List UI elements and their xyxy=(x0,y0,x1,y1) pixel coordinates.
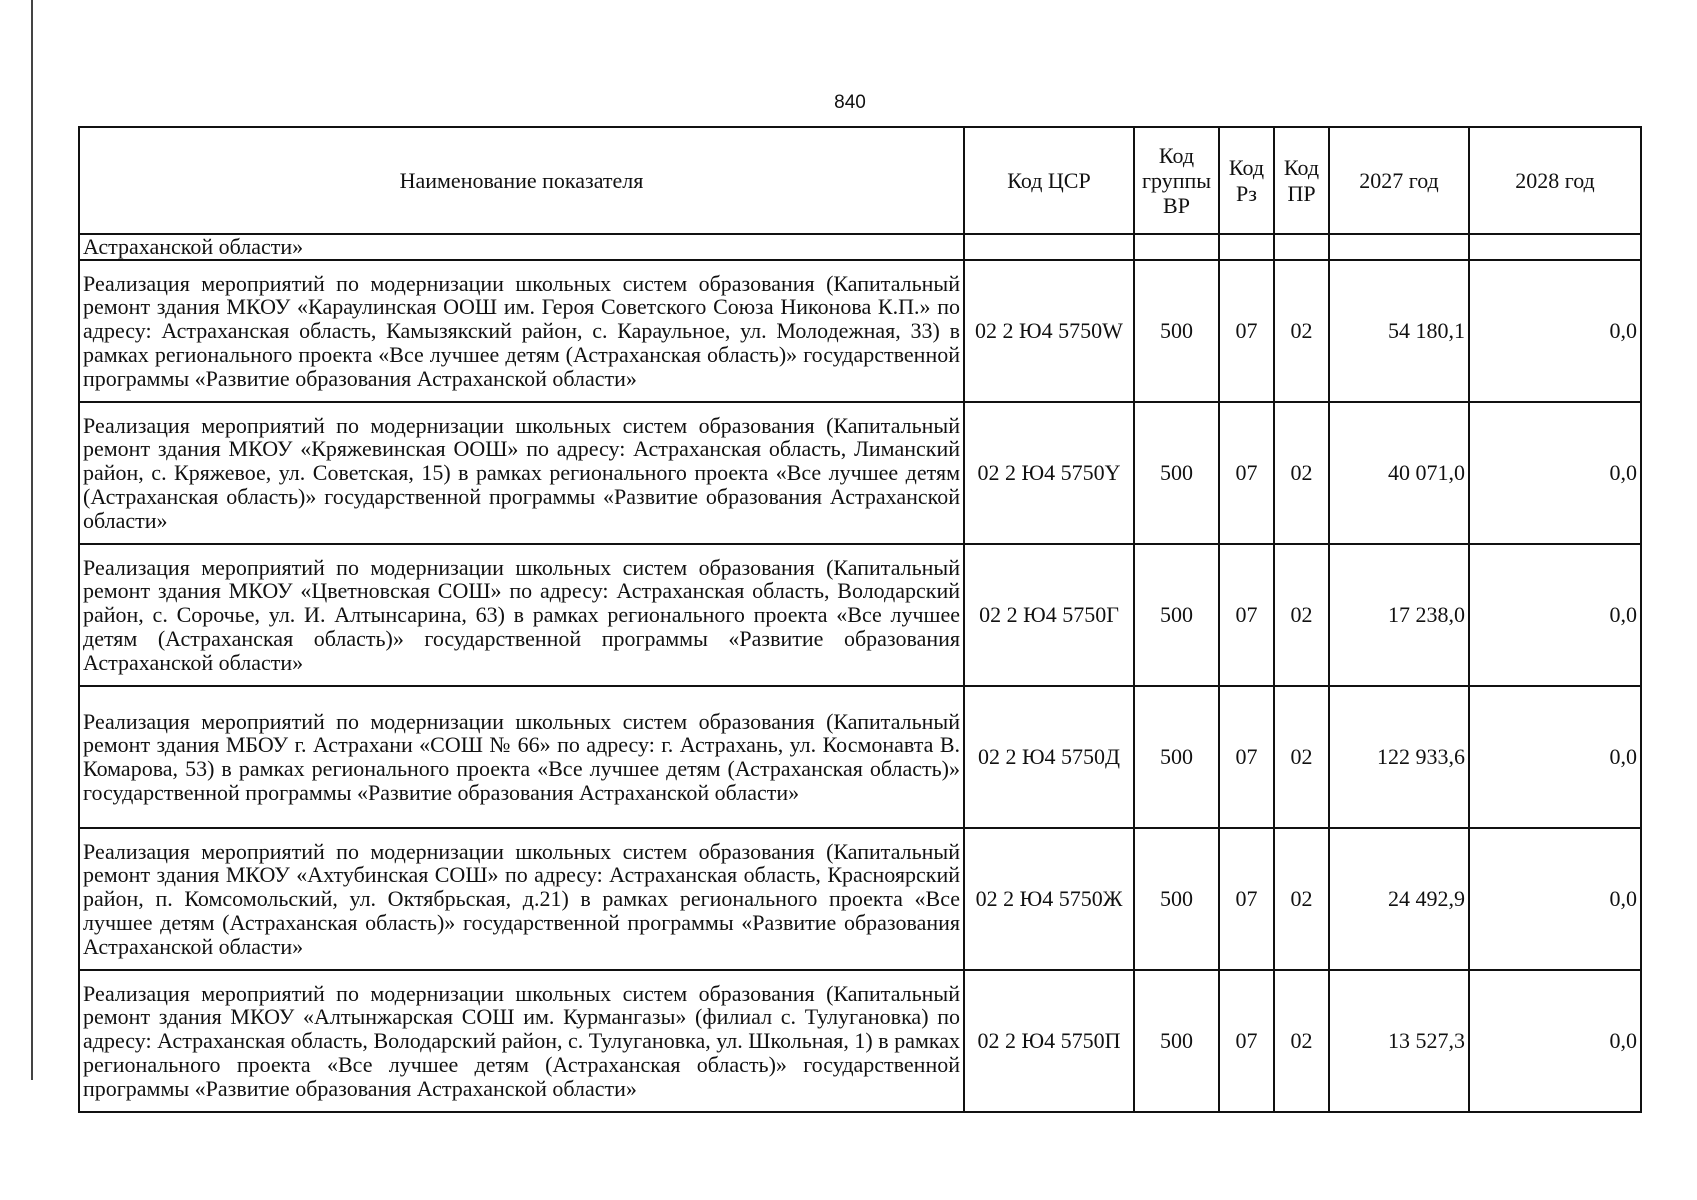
row-rz: 07 xyxy=(1219,970,1274,1112)
row-vr: 500 xyxy=(1134,970,1219,1112)
row-2028: 0,0 xyxy=(1469,402,1641,544)
table-row xyxy=(79,402,1641,544)
continuation-row xyxy=(79,234,1641,260)
row-rz: 07 xyxy=(1219,828,1274,970)
row-2028: 0,0 xyxy=(1469,828,1641,970)
header-2028: 2028 год xyxy=(1469,127,1641,234)
row-vr: 500 xyxy=(1134,544,1219,686)
row-rz: 07 xyxy=(1219,686,1274,828)
row-csr: 02 2 Ю4 5750Ж xyxy=(964,828,1134,970)
table-row xyxy=(79,686,1641,828)
header-2027: 2027 год xyxy=(1329,127,1469,234)
row-2028: 0,0 xyxy=(1469,260,1641,402)
row-2028: 0,0 xyxy=(1469,686,1641,828)
row-2027: 122 933,6 xyxy=(1329,686,1469,828)
row-name: Реализация мероприятий по модернизации школьных систем образования (Капитальный ремонт здания МКОУ «Алтынжарская СОШ им. Курмангазы» (филиал с. Тулугановка) по адресу: Астраханская область, Володарский район, с. Тулугановка, ул. Школьная, 1) в рамках регионального проекта «Все лучшее детям (Астраханская область)» государственной программы «Развитие образования Астраханской области» xyxy=(79,970,964,1112)
table-cell-empty xyxy=(1469,234,1641,260)
row-vr: 500 xyxy=(1134,402,1219,544)
row-csr: 02 2 Ю4 5750W xyxy=(964,260,1134,402)
binding-line xyxy=(31,0,33,1080)
table-cell-empty xyxy=(1329,234,1469,260)
budget-table xyxy=(78,126,1642,1113)
header-rz: Код Рз xyxy=(1219,127,1274,234)
table-row xyxy=(79,260,1641,402)
row-name: Реализация мероприятий по модернизации школьных систем образования (Капитальный ремонт здания МКОУ «Кряжевинская ООШ» по адресу: Астраханская область, Лиманский район, с. Кряжевое, ул. Советская, 15) в рамках регионального проекта «Все лучшее детям (Астраханская область)» государственной программы «Развитие образования Астраханской области» xyxy=(79,402,964,544)
table-cell-empty xyxy=(1274,234,1329,260)
row-pr: 02 xyxy=(1274,260,1329,402)
row-pr: 02 xyxy=(1274,970,1329,1112)
row-csr: 02 2 Ю4 5750Г xyxy=(964,544,1134,686)
row-2027: 54 180,1 xyxy=(1329,260,1469,402)
row-pr: 02 xyxy=(1274,828,1329,970)
row-csr: 02 2 Ю4 5750Д xyxy=(964,686,1134,828)
row-vr: 500 xyxy=(1134,686,1219,828)
header-pr: Код ПР xyxy=(1274,127,1329,234)
header-row xyxy=(79,127,1641,234)
header-csr: Код ЦСР xyxy=(964,127,1134,234)
row-2028: 0,0 xyxy=(1469,544,1641,686)
row-pr: 02 xyxy=(1274,544,1329,686)
table-row xyxy=(79,970,1641,1112)
row-2027: 17 238,0 xyxy=(1329,544,1469,686)
row-name: Реализация мероприятий по модернизации школьных систем образования (Капитальный ремонт здания МКОУ «Караулинская ООШ им. Героя Советского Союза Никонова К.П.» по адресу: Астраханская область, Камызякский район, с. Караульное, ул. Молодежная, 33) в рамках регионального проекта «Все лучшее детям (Астраханская область)» государственной программы «Развитие образования Астраханской области» xyxy=(79,260,964,402)
row-csr: 02 2 Ю4 5750Y xyxy=(964,402,1134,544)
row-name: Реализация мероприятий по модернизации школьных систем образования (Капитальный ремонт здания МБОУ г. Астрахани «СОШ № 66» по адресу: г. Астрахань, ул. Космонавта В. Комарова, 53) в рамках регионального проекта «Все лучшее детям (Астраханская область)» государственной программы «Развитие образования Астраханской области» xyxy=(79,686,964,828)
table-cell-empty xyxy=(964,234,1134,260)
row-vr: 500 xyxy=(1134,260,1219,402)
header-vr: Код группы ВР xyxy=(1134,127,1219,234)
row-rz: 07 xyxy=(1219,260,1274,402)
row-name: Реализация мероприятий по модернизации школьных систем образования (Капитальный ремонт здания МКОУ «Ахтубинская СОШ» по адресу: Астраханская область, Красноярский район, п. Комсомольский, ул. Октябрьская, д.21) в рамках регионального проекта «Все лучшее детям (Астраханская область)» государственной программы «Развитие образования Астраханской области» xyxy=(79,828,964,970)
table-cell-empty xyxy=(1219,234,1274,260)
page-number: 840 xyxy=(834,92,866,113)
row-rz: 07 xyxy=(1219,402,1274,544)
row-2027: 40 071,0 xyxy=(1329,402,1469,544)
row-pr: 02 xyxy=(1274,686,1329,828)
table-row xyxy=(79,828,1641,970)
continuation-text: Астраханской области» xyxy=(79,234,964,260)
row-pr: 02 xyxy=(1274,402,1329,544)
row-name: Реализация мероприятий по модернизации школьных систем образования (Капитальный ремонт здания МКОУ «Цветновская СОШ» по адресу: Астраханская область, Володарский район, с. Сорочье, ул. И. Алтынсарина, 63) в рамках регионального проекта «Все лучшее детям (Астраханская область)» государственной программы «Развитие образования Астраханской области» xyxy=(79,544,964,686)
row-csr: 02 2 Ю4 5750П xyxy=(964,970,1134,1112)
row-2028: 0,0 xyxy=(1469,970,1641,1112)
row-vr: 500 xyxy=(1134,828,1219,970)
table-row xyxy=(79,544,1641,686)
header-name: Наименование показателя xyxy=(79,127,964,234)
row-2027: 24 492,9 xyxy=(1329,828,1469,970)
row-rz: 07 xyxy=(1219,544,1274,686)
table-cell-empty xyxy=(1134,234,1219,260)
row-2027: 13 527,3 xyxy=(1329,970,1469,1112)
